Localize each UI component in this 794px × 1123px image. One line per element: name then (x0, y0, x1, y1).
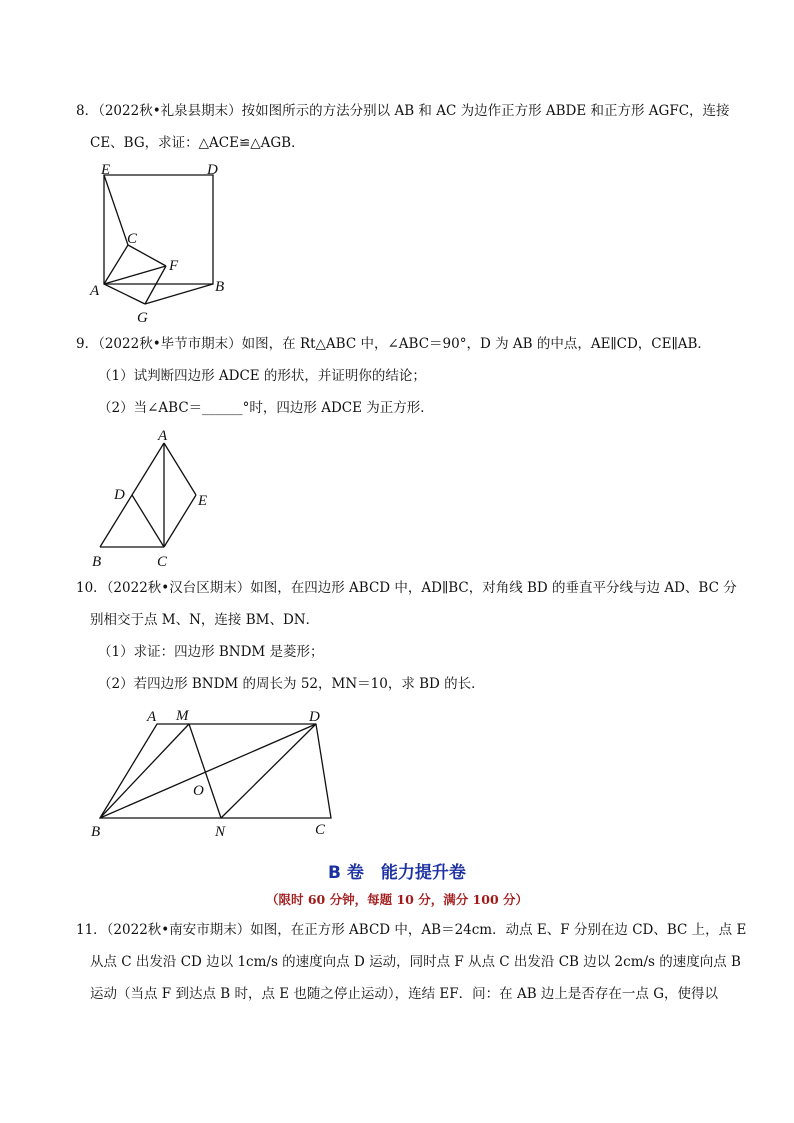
label-a: A (147, 709, 157, 725)
label-c: C (157, 554, 168, 570)
segment-bm (100, 724, 189, 818)
quadrilateral-abcd (100, 724, 331, 818)
q10-part2: （2）若四边形 BNDM 的周长为 52，MN＝10，求 BD 的长． (98, 676, 485, 692)
label-d: D (309, 709, 320, 725)
label-c: C (127, 231, 138, 247)
label-f: F (169, 258, 179, 274)
label-e: E (101, 162, 111, 178)
q9-text-line1: 9．（2022秋•毕节市期末）如图，在 Rt△ABC 中，∠ABC＝90°，D 为 AB 的中点，AE∥CD，CE∥AB． (76, 336, 711, 352)
label-g: G (137, 310, 148, 326)
q10-text-line2: 别相交于点 M、N，连接 BM、DN． (90, 612, 320, 628)
q8-text-line1: 8．（2022秋•礼泉县期末）按如图所示的方法分别以 AB 和 AC 为边作正方形 ABDE 和正方形 AGFC，连接 (76, 103, 730, 119)
segment-nd (221, 724, 316, 818)
label-d: D (207, 162, 218, 178)
label-b: B (215, 279, 225, 295)
section-subtitle: （限时 60 分钟，每题 10 分，满分 100 分） (266, 892, 528, 907)
label-a: A (158, 428, 168, 444)
label-n: N (215, 824, 226, 840)
q9-part2: （2）当∠ABC＝______°时，四边形 ADCE 为正方形． (98, 400, 434, 416)
q10-text-line1: 10．（2022秋•汉台区期末）如图，在四边形 ABCD 中，AD∥BC，对角线 BD 的垂直平分线与边 AD、BC 分 (76, 580, 737, 596)
q10-part1: （1）求证：四边形 BNDM 是菱形； (98, 644, 324, 660)
section-title: B 卷 能力提升卷 (328, 863, 466, 883)
label-b: B (91, 824, 101, 840)
q11-text-line3: 运动（当点 F 到达点 B 时，点 E 也随之停止运动），连结 EF．问：在 AB 边上是否存在一点 G，使得以 (90, 986, 718, 1002)
segment-bd (100, 724, 316, 818)
label-o: O (193, 783, 204, 799)
label-m: M (176, 708, 189, 724)
label-b: B (92, 554, 102, 570)
q11-text-line2: 从点 C 出发沿 CD 边以 1cm/s 的速度向点 D 运动，同时点 F 从点 C 出发沿 CB 边以 2cm/s 的速度向点 B (90, 954, 741, 970)
q8-text-line2: CE、BG，求证：△ACE≌△AGB． (90, 135, 305, 151)
q11-text-line1: 11．（2022秋•南安市期末）如图，在正方形 ABCD 中，AB＝24cm．动点 E、F 分别在边 CD、BC 上，点 E (76, 922, 747, 938)
label-a: A (90, 283, 100, 299)
label-c: C (315, 822, 326, 838)
label-e: E (198, 493, 208, 509)
segment-mn (189, 724, 221, 818)
label-d: D (114, 487, 125, 503)
q9-part1: （1）试判断四边形 ADCE 的形状，并证明你的结论； (98, 368, 426, 384)
